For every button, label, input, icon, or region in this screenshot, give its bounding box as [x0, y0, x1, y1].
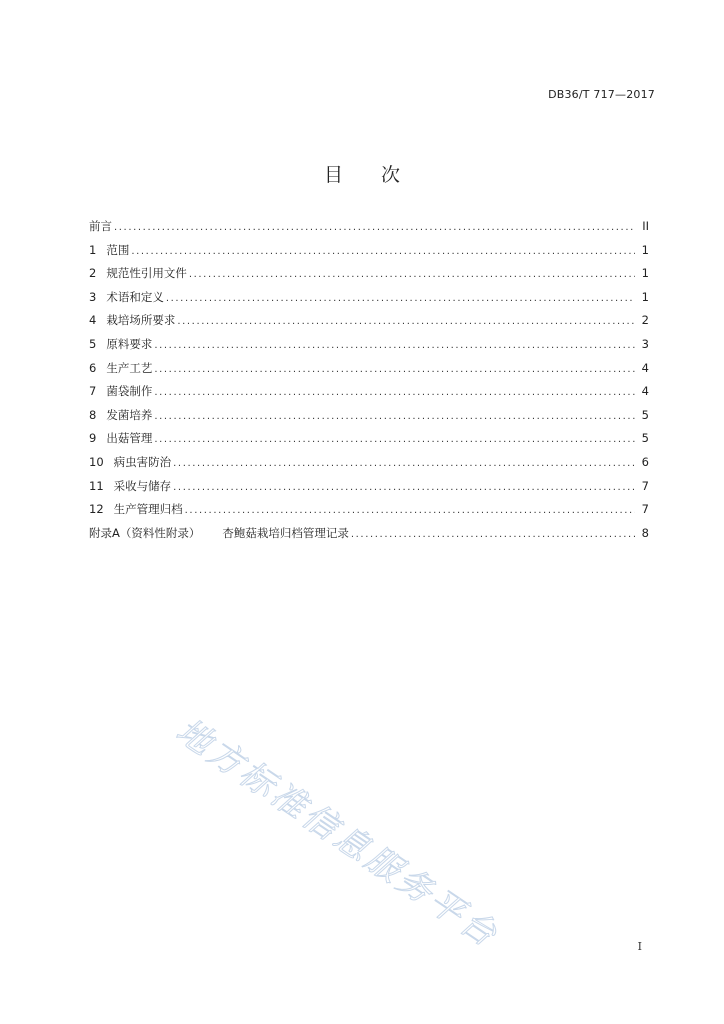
toc-entry-11[interactable] [89, 478, 649, 502]
toc-entry-page: 1 [641, 289, 649, 304]
toc-entry-label: 术语和定义 [106, 289, 164, 304]
toc-entry-page: 1 [641, 242, 649, 257]
toc-entry-number: 2 [89, 266, 97, 281]
toc-entry-number: 1 [89, 242, 97, 257]
toc-entry-label: 范围 [106, 242, 130, 257]
toc-entry-label: 前言 [89, 219, 112, 233]
toc-entry-number: 11 [89, 478, 104, 493]
toc-entry-label: 病虫害防治 [113, 454, 172, 469]
toc-entry-8[interactable] [89, 407, 649, 431]
toc-entry-page: 1 [641, 266, 649, 281]
toc-leader-dots [173, 456, 635, 472]
toc-leader-dots [351, 527, 635, 543]
toc-entry-number: 8 [89, 407, 97, 422]
toc-entry-page: 6 [641, 454, 649, 469]
toc-entry-label: 规范性引用文件 [106, 266, 187, 281]
toc-leader-dots [114, 220, 635, 236]
toc-entry-label: 发菌培养 [106, 407, 153, 422]
toc-entry-page: 4 [641, 384, 649, 399]
toc-entry-4[interactable] [89, 312, 649, 336]
toc-entry-page: 8 [641, 525, 649, 540]
toc-entry-label: 出菇管理 [106, 431, 153, 446]
toc-entry-number: 3 [89, 289, 97, 304]
toc-entry-3[interactable] [89, 289, 649, 313]
watermark-text: 地方标准信息服务平台 [168, 710, 507, 957]
toc-entry-label: 杏鲍菇栽培归档管理记录 [222, 525, 349, 540]
toc-entry-page: 2 [641, 313, 649, 328]
toc-list [89, 218, 649, 548]
toc-entry-number: 6 [89, 360, 97, 375]
toc-entry-number: 9 [89, 431, 97, 446]
toc-leader-dots [154, 385, 635, 401]
toc-title-char-2: 次 [381, 164, 401, 186]
toc-title [0, 160, 724, 187]
toc-leader-dots [166, 291, 635, 307]
toc-entry-page: 3 [641, 336, 649, 351]
toc-leader-dots [154, 432, 635, 448]
toc-entry-page: 7 [641, 502, 649, 517]
page-number: I [637, 940, 642, 953]
toc-entry-10[interactable] [89, 454, 649, 478]
toc-entry-foreword[interactable] [89, 218, 649, 242]
toc-entry-7[interactable] [89, 383, 649, 407]
toc-leader-dots [177, 314, 635, 330]
toc-entry-page: II [642, 219, 649, 233]
toc-entry-1[interactable] [89, 242, 649, 266]
toc-entry-number: 附录A（资料性附录） [89, 525, 201, 540]
standard-code: DB36/T 717—2017 [548, 88, 655, 101]
toc-entry-number: 5 [89, 336, 97, 351]
toc-entry-label: 菌袋制作 [106, 384, 153, 399]
toc-entry-6[interactable] [89, 360, 649, 384]
toc-entry-page: 7 [641, 478, 649, 493]
toc-entry-label: 采收与储存 [113, 478, 172, 493]
toc-entry-number: 4 [89, 313, 97, 328]
toc-leader-dots [185, 503, 635, 519]
toc-entry-5[interactable] [89, 336, 649, 360]
toc-entry-label: 生产管理归档 [113, 502, 183, 517]
toc-entry-label: 原料要求 [106, 336, 153, 351]
toc-leader-dots [131, 244, 635, 260]
toc-entry-page: 5 [641, 431, 649, 446]
toc-leader-dots [154, 362, 635, 378]
toc-entry-12[interactable] [89, 501, 649, 525]
toc-entry-9[interactable] [89, 430, 649, 454]
toc-leader-dots [173, 480, 635, 496]
toc-entry-number: 12 [89, 502, 104, 517]
toc-entry-page: 5 [641, 407, 649, 422]
toc-entry-label: 生产工艺 [106, 360, 153, 375]
toc-entry-page: 4 [641, 360, 649, 375]
toc-entry-number: 7 [89, 384, 97, 399]
toc-entry-2[interactable] [89, 265, 649, 289]
toc-entry-label: 栽培场所要求 [106, 313, 176, 328]
toc-leader-dots [189, 267, 635, 283]
toc-entry-appendix-a[interactable] [89, 525, 649, 549]
toc-title-char-1: 目 [323, 164, 343, 186]
toc-leader-dots [154, 338, 635, 354]
toc-entry-number: 10 [89, 454, 104, 469]
toc-leader-dots [154, 409, 635, 425]
